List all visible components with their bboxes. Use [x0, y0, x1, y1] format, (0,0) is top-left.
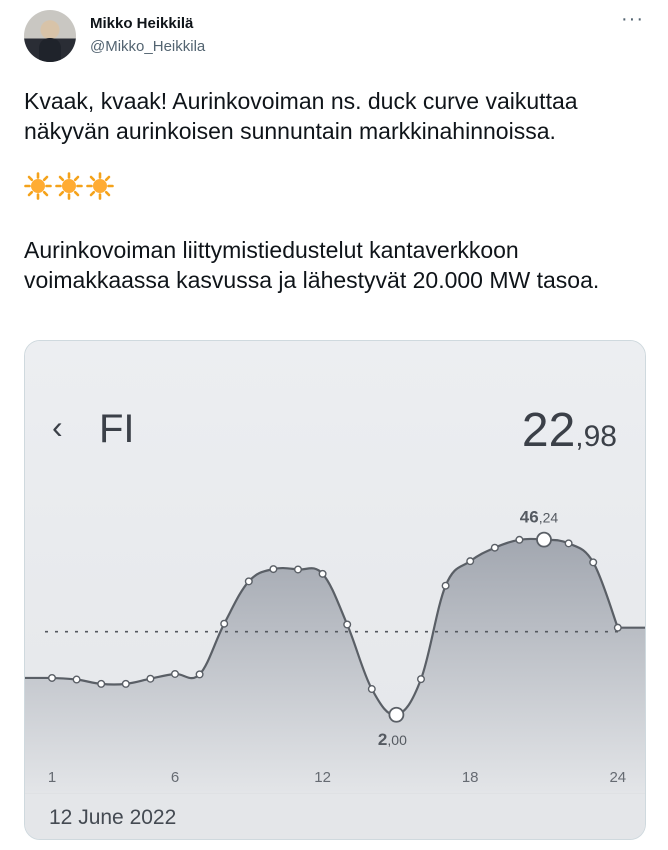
- price-decimal: ,98: [575, 420, 617, 453]
- author-name[interactable]: Mikko Heikkilä: [90, 15, 194, 32]
- data-point: [295, 566, 302, 573]
- data-point: [172, 671, 179, 678]
- data-point: [270, 566, 277, 573]
- x-tick-label: 18: [461, 769, 479, 786]
- media-card[interactable]: [24, 340, 646, 840]
- area-fill: [25, 539, 645, 793]
- sun-icon: [86, 172, 114, 200]
- data-point: [442, 582, 449, 589]
- data-point: [319, 571, 326, 578]
- x-tick-label: 12: [314, 769, 331, 786]
- data-point: [590, 559, 597, 566]
- data-point: [516, 536, 523, 543]
- data-point: [246, 578, 253, 585]
- data-point: [492, 544, 499, 551]
- x-tick-label: 1: [47, 769, 57, 786]
- chart-date: 12 June 2022: [49, 806, 177, 829]
- data-point: [221, 620, 228, 627]
- avatar[interactable]: [24, 10, 76, 62]
- min-label: 2,00: [377, 729, 407, 749]
- data-point: [615, 624, 622, 631]
- x-tick-label: 24: [609, 769, 627, 786]
- author-handle[interactable]: @Mikko_Heikkila: [90, 38, 206, 55]
- chart-footer: [25, 793, 645, 840]
- extreme-point: [389, 708, 403, 722]
- x-tick-label: 6: [170, 769, 180, 786]
- data-point: [98, 681, 105, 688]
- sun-icon: [24, 172, 52, 200]
- data-point: [147, 675, 154, 682]
- more-options-icon[interactable]: ···: [621, 8, 644, 30]
- sun-icon: [55, 172, 83, 200]
- tweet-text-2: Aurinkovoiman liittymistiedustelut kantaverkkoon voimakkaassa kasvussa ja lähestyvät 20.000 MW tasoa.: [24, 237, 600, 293]
- data-point: [49, 675, 56, 682]
- price-integer: 22: [521, 404, 576, 457]
- data-point: [418, 676, 425, 683]
- data-point: [565, 540, 572, 547]
- data-point: [73, 676, 80, 683]
- data-point: [196, 671, 203, 678]
- max-label: 46,24: [519, 507, 559, 527]
- data-point: [369, 686, 376, 693]
- price-chart: [25, 341, 645, 793]
- tweet-text-1: Kvaak, kvaak! Aurinkovoiman ns. duck curve vaikuttaa näkyvän aurinkoisen sunnuntain markkinahinnoissa.: [24, 88, 578, 144]
- data-point: [344, 621, 351, 628]
- sun-emoji-row: [24, 172, 114, 200]
- extreme-point: [537, 533, 551, 547]
- region-label: FI: [99, 407, 135, 451]
- back-chevron-icon: ‹: [52, 409, 63, 445]
- data-point: [123, 681, 130, 688]
- data-point: [467, 558, 474, 565]
